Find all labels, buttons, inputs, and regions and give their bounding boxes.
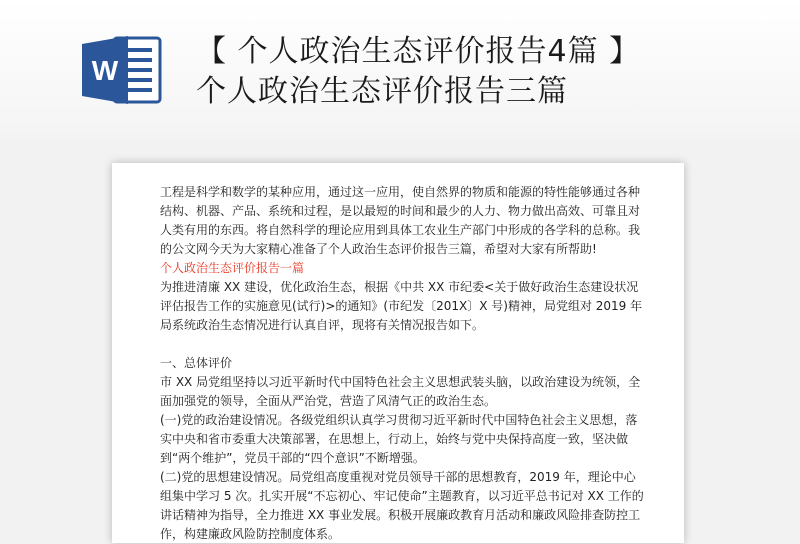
paragraph: 市 XX 局党组坚持以习近平新时代中国特色社会主义思想武装头脑，以政治建设为统领，全面加强党的领导，全面从严治党，营造了风清气正的政治生态。: [160, 375, 641, 408]
logo-letter: W: [91, 55, 119, 86]
section-title: 个人政治生态评价报告一篇: [160, 261, 305, 275]
paragraph: (一)党的政治建设情况。各级党组织认真学习贯彻习近平新时代中国特色社会主义思想，落实中央和省市委重大决策部署，在思想上，行动上，始终与党中央保持高度一致，坚决做到“两个维护”，党员干部的“四个意识”不断增强。: [160, 413, 638, 465]
spacer: [160, 335, 646, 354]
title-line-1: 【 个人政治生态评价报告4篇 】: [196, 34, 641, 69]
word-document-icon: [80, 34, 164, 106]
document-page: [112, 163, 684, 543]
page-title: [196, 32, 796, 112]
section-heading: 一、总体评价: [160, 356, 233, 370]
title-line-2: 个人政治生态评价报告三篇: [196, 74, 568, 109]
page-header: [0, 0, 800, 140]
intro-paragraph: 工程是科学和数学的某种应用，通过这一应用，使自然界的物质和能源的特性能够通过各种结构、机器、产品、系统和过程，是以最短的时间和最少的人力、物力做出高效、可靠且对人类有用的东西。将自然科学的理论应用到具体工农业生产部门中形成的各学科的总称。我的公文网今天为大家精心准备了个人政治生态评价报告三篇，希望对大家有所帮助!: [160, 185, 641, 256]
paragraph: 为推进清廉 XX 建设，优化政治生态，根据《中共 XX 市纪委<关于做好政治生态建设状况评估报告工作的实施意见(试行)>的通知》(市纪发〔201X〕X 号)精神，局党组对 2019 年局系统政治生态情况进行认真自评，现将有关情况报告如下。: [160, 280, 643, 332]
paragraph: (二)党的思想建设情况。局党组高度重视对党员领导干部的思想教育，2019 年，理论中心组集中学习 5 次。扎实开展“不忘初心、牢记使命”主题教育，以习近平总书记对 XX 工作的讲话精神为指导，全力推进 XX 事业发展。积极开展廉政教育月活动和廉政风险排查防控工作，构建廉政风险防控制度体系。: [160, 470, 644, 541]
document-content: [160, 183, 646, 544]
